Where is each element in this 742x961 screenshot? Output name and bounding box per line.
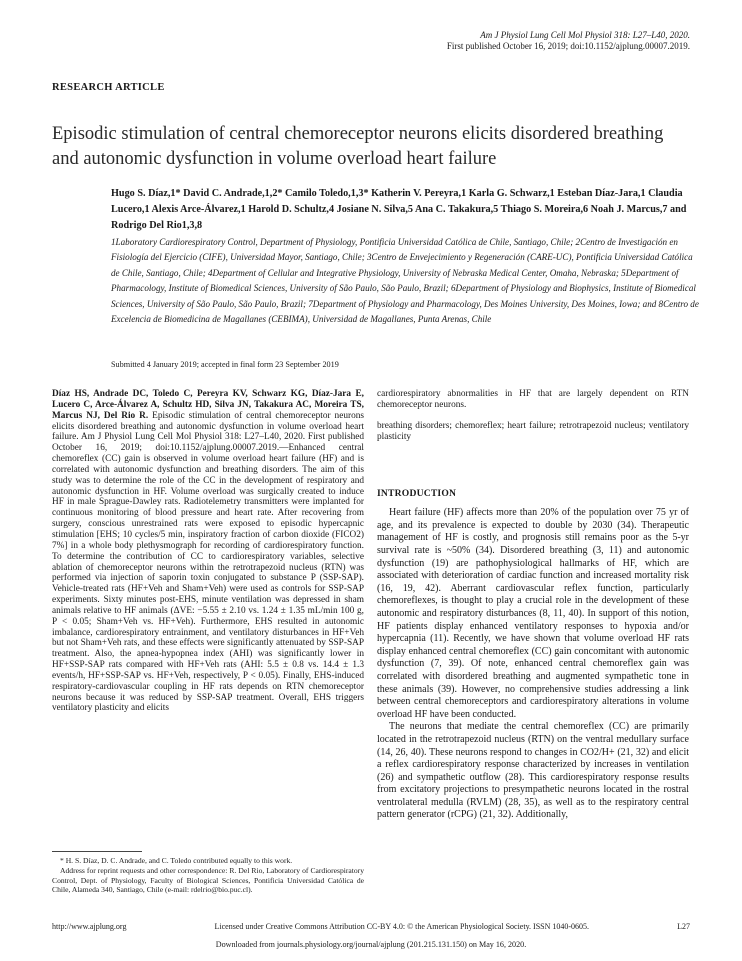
footnote-equal-contribution: * H. S. Díaz, D. C. Andrade, and C. Toledo contributed equally to this work. xyxy=(60,856,293,865)
journal-url-link[interactable]: http://www.ajplung.org xyxy=(52,922,127,931)
download-notice: Downloaded from journals.physiology.org/journal/ajplung (201.215.131.150) on May 16, 2020. xyxy=(215,940,527,949)
journal-header xyxy=(447,30,690,52)
submission-dates: Submitted 4 January 2019; accepted in final form 23 September 2019 xyxy=(111,360,339,369)
first-published-line: First published October 16, 2019; doi:10.1152/ajplung.00007.2019. xyxy=(446,41,690,51)
right-column xyxy=(377,389,689,822)
footnote-divider xyxy=(52,851,142,852)
abstract-text: Episodic stimulation of central chemoreceptor neurons elicits disordered breathing and autonomic dysfunction in volume overload heart failure. Am J Physiol Lung Cell Mol Physiol 318: L27–L40, 2020. First published October 16, 2019; doi:10.1152/ajplung.00007.2019.—Enhanced central chemoreflex (CC) gain is observed in volume overload heart failure (HF) and is correlated with autonomic dysfunction and breathing disorders. The aim of this study was to determine the role of the CC in the development of respiratory and autonomic dysfunction in HF. Volume overload was surgically created to induce HF in male Sprague-Dawley rats. Radiotelemetry transmitters were implanted for continuous monitoring of blood pressure and heart rate. After recovering from surgery, conscious unrestrained rats were exposed to episodic hypercapnic stimulation [EHS; 10 cycles/5 min, inspiratory fraction of carbon dioxide (FICO2) 7%] in a whole body plethysmograph for recording of cardiorespiratory function. To determine the contribution of CC to cardiorespiratory variables, selective ablation of chemoreceptor neurons within the retrotrapezoid nucleus (RTN) was performed via injection of saporin toxin conjugated to substance P (SSP-SAP). Vehicle-treated rats (HF+Veh and Sham+Veh) were used as controls for SSP-SAP experiments. Sixty minutes post-EHS, minute ventilation was depressed in sham animals relative to HF animals (ΔVE: −5.55 ± 2.10 vs. 1.24 ± 1.35 mL/min 100 g, P < 0.05; Sham+Veh vs. HF+Veh). Furthermore, EHS resulted in autonomic imbalance, cardiorespiratory entrainment, and ventilatory disturbances in HF+Veh but not Sham+Veh rats, and these effects were significantly attenuated by SSP-SAP treatment. Also, the apnea-hypopnea index (AHI) was significantly lower in HF+SSP-SAP rats compared with HF+Veh rats (AHI: 5.5 ± 0.8 vs. 14.4 ± 1.3 events/h, HF+SSP-SAP vs. HF+Veh, respectively, P < 0.05). Finally, EHS-induced respiratory-cardiovascular coupling in HF rats depends on RTN chemoreceptor neurons because it was reduced by SSP-SAP treatment. Overall, EHS triggers ventilatory plasticity and elicits xyxy=(52,410,364,714)
footnote-correspondence: Address for reprint requests and other correspondence: R. Del Rio, Laboratory of Cardiorespiratory Control, Dept. of Physiology, Faculty of Biological Sciences, Pontificia Universidad Católica de Chile, Alameda 340, Santiago, Chile (e-mail: rdelrio@bio.puc.cl). xyxy=(52,865,364,895)
page-number: L27 xyxy=(677,922,690,931)
abstract-citation-authors: Díaz HS, Andrade DC, Toledo C, Pereyra KV, Schwarz KG, Díaz-Jara E, Lucero C, Arce-Álvarez A, Schultz HD, Silva JN, Takakura AC, Moreira TS, Marcus NJ, Del Rio R. xyxy=(52,389,364,421)
introduction-paragraph-1: Heart failure (HF) affects more than 20% of the population over 75 yr of age, and its prevalence is expected to double by 2030 (34). Therapeutic management of HF is costly, and prognosis still remains poor as the 5-yr survival rate is ~50% (34). Disordered breathing (3, 11) and autonomic dysfunction (19) are pathophysiological hallmarks of HF, which are associated with deterioration of cardiac function and increased mortality risk (16, 19, 42). Aberrant cardiovascular reflex function, particularly chemoreflexes, is thought to play a crucial role in the development of these autonomic and respiratory disturbances (8, 11, 40). In support of this notion, HF patients display enhanced ventilatory responses to hypoxia and/or hypercapnia (11). Recently, we have shown that volume overload HF rats display enhanced central chemoreflex (CC) gain concomitant with autonomic dysfunction (7, 39). Of note, enhanced central chemoreflex gain was correlated with disordered breathing and augmented sympathetic tone in these animals (39). However, no comprehensive studies addressing a link between central chemoreceptors and cardiorespiratory alterations in volume overload HF have been conducted. xyxy=(377,507,689,720)
author-list: Hugo S. Díaz,1* David C. Andrade,1,2* Camilo Toledo,1,3* Katherin V. Pereyra,1 Karla G. Schwarz,1 Esteban Díaz-Jara,1 Claudia Lucero,1 Alexis Arce-Álvarez,1 Harold D. Schultz,4 Josiane N. Silva,5 Ana C. Takakura,5 Thiago S. Moreira,6 Noah J. Marcus,7 and Rodrigo Del Rio1,3,8 xyxy=(111,188,687,232)
article-title: Episodic stimulation of central chemoreceptor neurons elicits disordered breathing and autonomic dysfunction in volume overload heart failure xyxy=(52,124,664,169)
affiliations: 1Laboratory Cardiorespiratory Control, Department of Physiology, Pontificia Universidad Católica de Chile, Santiago, Chile; 2Centro de Investigación en Fisiología del Ejercicio (CIFE), Universidad Mayor, Santiago, Chile; 3Centro de Envejecimiento y Regeneración (CARE-UC), Pontificia Universidad Católica de Chile, Santiago, Chile; 4Department of Cellular and Integrative Physiology, University of Nebraska Medical Center, Omaha, Nebraska; 5Department of Pharmacology, Institute of Biomedical Sciences, University of São Paulo, São Paulo, Brazil; 6Department of Physiology and Biophysics, Institute of Biomedical Sciences, University of São Paulo, São Paulo, Brazil; 7Department of Physiology and Pharmacology, Des Moines University, Des Moines, Iowa; and 8Centro de Excelencia de Biomedicina de Magallanes (CEBIMA), Universidad de Magallanes, Punta Arenas, Chile xyxy=(111,237,699,325)
section-label: RESEARCH ARTICLE xyxy=(52,82,165,93)
abstract-continuation: cardiorespiratory abnormalities in HF that are largely dependent on RTN chemoreceptor neurons. xyxy=(377,389,689,410)
page-footer xyxy=(52,922,690,931)
journal-citation: Am J Physiol Lung Cell Mol Physiol 318: L27–L40, 2020. xyxy=(480,30,690,40)
abstract-column xyxy=(52,389,364,714)
license-text: Licensed under Creative Commons Attribution CC-BY 4.0: © the American Physiological Society. ISSN 1040-0605. xyxy=(214,922,590,931)
introduction-paragraph-2: The neurons that mediate the central chemoreflex (CC) are primarily located in the retrotrapezoid nucleus (RTN) on the ventral medullary surface (14, 26, 40). These neurons respond to changes in CO2/H+ (21, 32) and elicit a reflex cardiorespiratory response characterized by increases in ventilation (26) and sympathetic outflow (28). This cardiorespiratory response results from excitatory projections to presympathetic neurons located in the rostral ventrolateral medulla (RVLM) (28, 35), as well as to the respiratory central pattern generator (rCPG) (21, 32). Additionally, xyxy=(377,721,689,821)
footnote xyxy=(52,856,364,895)
introduction-heading: INTRODUCTION xyxy=(377,488,457,500)
keywords: breathing disorders; chemoreflex; heart failure; retrotrapezoid nucleus; ventilatory plasticity xyxy=(377,420,689,442)
